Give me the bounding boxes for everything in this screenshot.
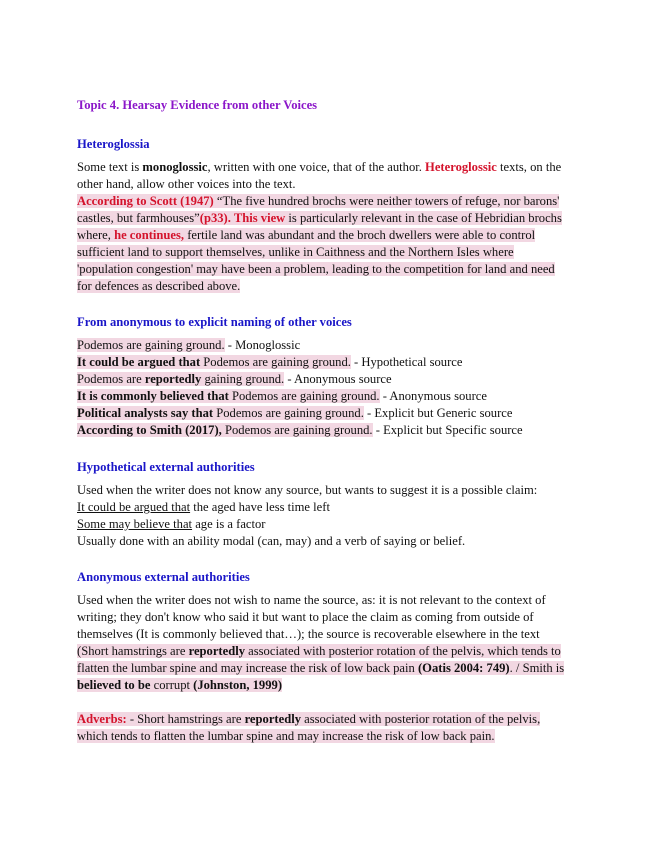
underlined-phrase: It could be argued that [77,500,191,514]
text-run: fertile land was abundant and the broch dwellers were able to control [184,228,536,242]
text-run: . / Smith is [509,661,565,675]
paragraph-anonymous [77,592,577,694]
text-line: Used when the writer does not wish to name the source, as: it is not relevant to the context of [77,593,546,607]
text-run: Some text is [77,160,143,174]
example-line [77,371,577,388]
text-run: which tends to flatten the lumbar spine and may increase the risk of low back pain. [77,729,495,743]
source-citation: he continues, [114,228,185,242]
text-run: - Short hamstrings are [126,712,245,726]
text-run: where, [77,228,115,242]
paragraph-naming-voices [77,337,577,439]
text-line [77,660,577,677]
example-text: Podemos are gaining ground. [228,389,380,403]
text-run: flatten the lumbar spine and may increase the risk of low back pain [77,661,418,675]
text-run: age is a factor [192,517,266,531]
text-run: texts, on the [496,160,562,174]
text-line: writing; they don't know who said it but want to place the claim as coming from outside of [77,610,534,624]
source-citation: According to Scott (1947) [77,194,214,208]
text-run: , written with one voice, that of the author. [207,160,426,174]
text-line [77,193,577,210]
example-text: gaining ground. [201,372,285,386]
example-text: Podemos are gaining ground. [77,338,225,352]
heading-heteroglossia: Heteroglossia [77,137,150,151]
example-label: - Anonymous source [379,389,487,403]
text-line [77,516,577,533]
example-line [77,337,577,354]
text-line [77,728,577,745]
text-line [77,244,577,261]
citation: (Oatis 2004: 749) [417,661,510,675]
bold-term: reportedly [188,644,246,658]
paragraph-hypothetical [77,482,577,550]
heading-naming-voices: From anonymous to explicit naming of other voices [77,315,352,329]
bold-term: reportedly [244,712,301,726]
text-run: (Short hamstrings are [77,644,189,658]
text-run: corrupt [150,678,194,692]
quote-text: castles, but farmhouses” [77,211,200,225]
text-run: the aged have less time left [190,500,330,514]
text-line [77,278,577,295]
text-run: 'population congestion' may have been a problem, leading to the competition for land and need [77,262,555,276]
page-title: Topic 4. Hearsay Evidence from other Voices [77,98,318,112]
citation: (Johnston, 1999) [193,678,283,692]
example-text: Podemos are gaining ground. [221,423,373,437]
text-line [77,499,577,516]
source-phrase: Political analysts say that [77,406,214,420]
source-phrase: It could be argued that [77,355,201,369]
example-label: - Hypothetical source [350,355,463,369]
example-label: - Anonymous source [284,372,392,386]
bold-term: monoglossic [142,160,208,174]
text-line [77,227,577,244]
bold-term: believed to be [77,678,151,692]
text-line [77,261,577,278]
source-citation: (p33). This view [199,211,286,225]
text-run: associated with posterior rotation of the pelvis, which tends to [245,644,561,658]
paragraph-adverbs [77,711,577,745]
source-phrase: reportedly [144,372,202,386]
example-line [77,405,577,422]
text-line: other hand, allow other voices into the text. [77,177,296,191]
paragraph-heteroglossia [77,159,577,295]
text-line: Used when the writer does not know any source, but wants to suggest it is a possible claim: [77,483,538,497]
text-line [77,677,577,694]
text-line: Usually done with an ability modal (can, may) and a verb of saying or belief. [77,534,466,548]
text-line: themselves (It is commonly believed that…); the source is recoverable elsewhere in the text [77,627,540,641]
text-run: for defences as described above. [77,279,241,293]
example-text: Podemos are gaining ground. [200,355,351,369]
example-label: - Monoglossic [224,338,301,352]
text-line [77,210,577,227]
text-line [77,159,577,176]
heading-hypothetical: Hypothetical external authorities [77,460,255,474]
text-line [77,643,577,660]
source-phrase: According to Smith (2017), [77,423,222,437]
text-line [77,711,577,728]
example-line [77,354,577,371]
example-label: - Explicit but Generic source [363,406,513,420]
example-text: Podemos are gaining ground. [213,406,364,420]
highlight-term: Heteroglossic [425,160,497,174]
example-line [77,388,577,405]
text-run: is particularly relevant in the case of Hebridian brochs [285,211,562,225]
example-text: Podemos are [77,372,145,386]
underlined-phrase: Some may believe that [77,517,193,531]
text-run: sufficient land to support themselves, unlike in Caithness and the Northern Isles where [77,245,514,259]
adverbs-label: Adverbs: [77,712,127,726]
text-run: associated with posterior rotation of the pelvis, [301,712,541,726]
example-label: - Explicit but Specific source [372,423,523,437]
example-line [77,422,577,439]
source-phrase: It is commonly believed that [77,389,229,403]
heading-anonymous: Anonymous external authorities [77,570,250,584]
quote-text: “The five hundred brochs were neither towers of refuge, nor barons' [213,194,560,208]
